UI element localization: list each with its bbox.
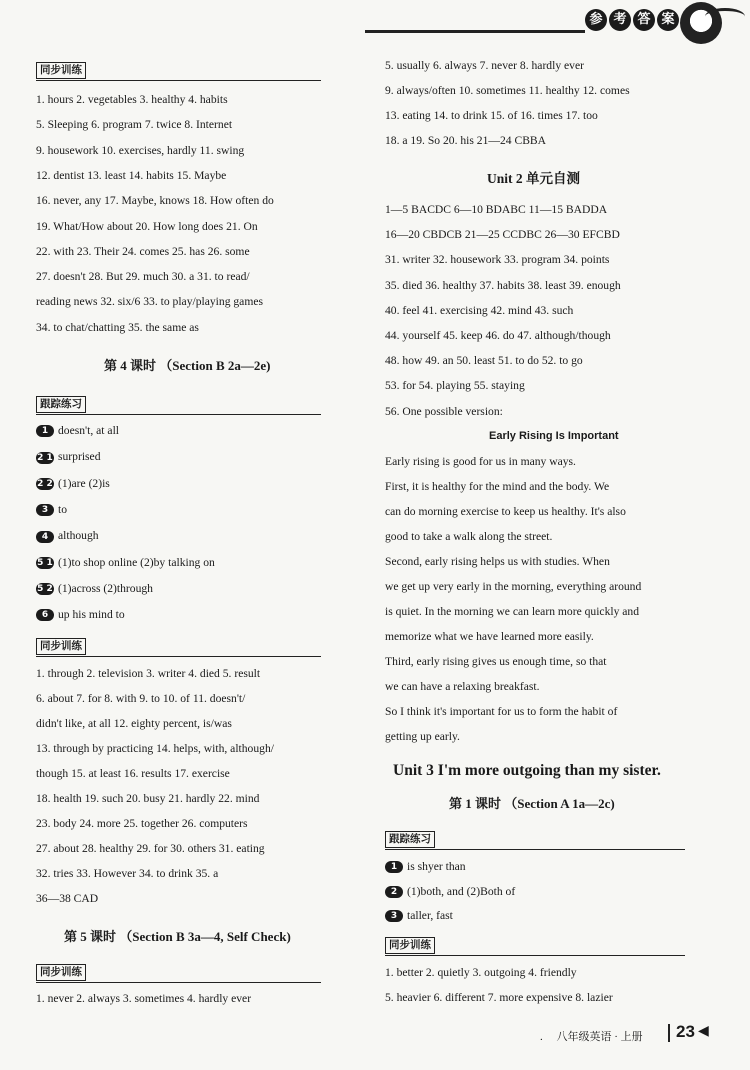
answer-line: reading news 32. six/6 33. to play/playing games [36, 295, 264, 309]
answer-line: 18. health 19. such 20. busy 21. hardly 22. mind [36, 792, 260, 805]
essay-line: we can have a relaxing breakfast. [385, 680, 540, 693]
exercise-number-tag: 6 [36, 609, 54, 621]
answer-line: 5. heavier 6. different 7. more expensive 8. lazier [385, 991, 613, 1004]
answer-line: 1—5 BACDC 6—10 BDABC 11—15 BADDA [385, 203, 608, 216]
answer-line: 22. with 23. Their 24. comes 25. has 26. some [36, 244, 250, 258]
answer-line: 9. always/often 10. sometimes 11. healthy 12. comes [385, 84, 630, 97]
box-underline [385, 849, 685, 850]
answer-line: 35. died 36. healthy 37. habits 38. least 39. enough [385, 278, 621, 292]
essay-line: First, it is healthy for the mind and the body. We [385, 480, 610, 493]
answer-line: 5. usually 6. always 7. never 8. hardly ever [385, 59, 584, 72]
section-box-tongbu: 同步训练 [36, 964, 86, 981]
essay-line: memorize what we have learned more easily. [385, 630, 594, 643]
header-badge [585, 9, 679, 31]
answer-line: though 15. at least 16. results 17. exercise [36, 767, 230, 780]
exercise-number-tag: 2 1 [37, 452, 53, 463]
answer-line: 6. about 7. for 8. with 9. to 10. of 11. doesn't/ [36, 692, 246, 705]
answer-line: 1. hours 2. vegetables 3. healthy 4. habits [36, 93, 228, 106]
exercise-row [385, 860, 466, 874]
answer-line: 12. dentist 13. least 14. habits 15. Maybe [36, 168, 227, 182]
answer-line: 19. What/How about 20. How long does 21. On [36, 219, 258, 233]
answer-line: 1. better 2. quietly 3. outgoing 4. friendly [385, 966, 577, 979]
box-underline [36, 656, 321, 657]
exercise-row [385, 885, 515, 899]
answer-line: 31. writer 32. housework 33. program 34. points [385, 253, 610, 267]
exercise-row [36, 424, 119, 438]
exercise-answer: (1)are (2)is [58, 476, 110, 490]
section-box-tongbu: 同步训练 [36, 638, 86, 655]
exercise-row [36, 582, 153, 596]
answer-line: 16. never, any 17. Maybe, knows 18. How often do [36, 194, 274, 208]
badge-char: 案 [657, 9, 679, 31]
answer-line: 53. for 54. playing 55. staying [385, 379, 525, 393]
answer-line: 32. tries 33. However 34. to drink 35. a [36, 867, 219, 880]
exercise-row [36, 608, 125, 622]
unit3-title: Unit 3 I'm more outgoing than my sister. [393, 762, 661, 779]
essay-line: Third, early rising gives us enough time, so that [385, 655, 607, 668]
exercise-answer: (1)both, and (2)Both of [407, 884, 516, 898]
essay-line: good to take a walk along the street. [385, 530, 553, 543]
answer-line: 44. yourself 45. keep 46. do 47. although/though [385, 329, 611, 342]
answer-line: 1. never 2. always 3. sometimes 4. hardly ever [36, 992, 252, 1005]
answer-line: 27. about 28. healthy 29. for 30. others 31. eating [36, 842, 265, 855]
exercise-answer: doesn't, at all [58, 424, 120, 437]
answer-line: 1. through 2. television 3. writer 4. died 5. result [36, 667, 261, 680]
essay-line: we get up very early in the morning, everything around [385, 580, 642, 593]
answer-line: 18. a 19. So 20. his 21—24 CBBA [385, 134, 547, 147]
section-title-lesson1: 第 1 课时 （Section A 1a—2c) [449, 796, 615, 811]
exercise-answer: surprised [58, 450, 101, 464]
section-title-lesson4: 第 4 课时 （Section B 2a—2e) [104, 358, 271, 373]
section-box-genzong: 跟踪练习 [36, 396, 86, 413]
answer-line: 23. body 24. more 25. together 26. computers [36, 817, 248, 830]
page-arrow-icon: ◀ [698, 1024, 709, 1039]
answer-line: 13. through by practicing 14. helps, with, although/ [36, 742, 274, 755]
box-underline [36, 982, 321, 983]
exercise-number-tag: 2 2 [37, 478, 53, 489]
badge-char: 考 [609, 9, 631, 31]
essay-title: Early Rising Is Important [489, 430, 619, 442]
section-box-genzong: 跟踪练习 [385, 831, 435, 848]
answer-line: 16—20 CBDCB 21—25 CCDBC 26—30 EFCBD [385, 228, 620, 242]
header-rule [365, 30, 585, 33]
exercise-answer: although [58, 529, 99, 543]
exercise-number-tag: 3 [36, 504, 54, 516]
exercise-row [36, 556, 215, 570]
essay-line: can do morning exercise to keep us healthy. It's also [385, 505, 626, 518]
answer-line: 34. to chat/chatting 35. the same as [36, 320, 199, 334]
section-title-lesson5: 第 5 课时 （Section B 3a—4, Self Check) [64, 929, 291, 944]
exercise-number-tag: 1 [36, 425, 54, 437]
unit2-title: Unit 2 单元自测 [487, 171, 581, 186]
footer-dot: . [540, 1031, 543, 1043]
exercise-row [36, 450, 101, 464]
answer-line: 13. eating 14. to drink 15. of 16. times 17. too [385, 109, 598, 122]
exercise-answer: up his mind to [58, 608, 125, 622]
footer-book: 八年级英语 · 上册 [556, 1031, 643, 1043]
section-box-tongbu: 同步训练 [36, 62, 86, 79]
answer-line: 36—38 CAD [36, 892, 99, 905]
box-underline [36, 80, 321, 81]
exercise-answer: (1)across (2)through [58, 581, 153, 595]
page-number-bar [668, 1024, 670, 1042]
exercise-answer: (1)to shop online (2)by talking on [58, 555, 215, 569]
answer-line: 48. how 49. an 50. least 51. to do 52. to go [385, 354, 583, 368]
box-underline [385, 955, 685, 956]
exercise-row [36, 503, 67, 517]
page-number: 23 [676, 1022, 695, 1041]
exercise-answer: to [58, 502, 68, 516]
answer-line: 9. housework 10. exercises, hardly 11. swing [36, 143, 245, 157]
exercise-number-tag: 2 [385, 886, 403, 898]
header-swoosh-icon [705, 8, 745, 25]
exercise-answer: taller, fast [407, 909, 453, 922]
essay-line: is quiet. In the morning we can learn more quickly and [385, 605, 640, 618]
box-underline [36, 414, 321, 415]
badge-char: 参 [585, 9, 607, 31]
answer-line: 27. doesn't 28. But 29. much 30. a 31. to read/ [36, 270, 250, 284]
badge-char: 答 [633, 9, 655, 31]
exercise-row [36, 529, 99, 543]
exercise-number-tag: 4 [36, 531, 54, 543]
answer-line: 40. feel 41. exercising 42. mind 43. such [385, 303, 574, 317]
exercise-row [385, 909, 453, 923]
essay-line: getting up early. [385, 730, 460, 743]
answer-line: didn't like, at all 12. eighty percent, is/was [36, 717, 232, 730]
exercise-number-tag: 3 [385, 910, 403, 922]
answer-line: 5. Sleeping 6. program 7. twice 8. Internet [36, 118, 233, 132]
section-box-tongbu: 同步训练 [385, 937, 435, 954]
essay-line: So I think it's important for us to form the habit of [385, 705, 618, 718]
answer-line: 56. One possible version: [385, 404, 503, 418]
exercise-number-tag: 5 2 [37, 584, 53, 595]
exercise-answer: is shyer than [407, 860, 466, 873]
essay-line: Early rising is good for us in many ways. [385, 455, 576, 468]
exercise-row [36, 477, 110, 491]
footer-text [540, 1028, 643, 1044]
exercise-number-tag: 1 [385, 861, 403, 873]
exercise-number-tag: 5 1 [37, 557, 53, 568]
essay-line: Second, early rising helps us with studies. When [385, 555, 610, 568]
